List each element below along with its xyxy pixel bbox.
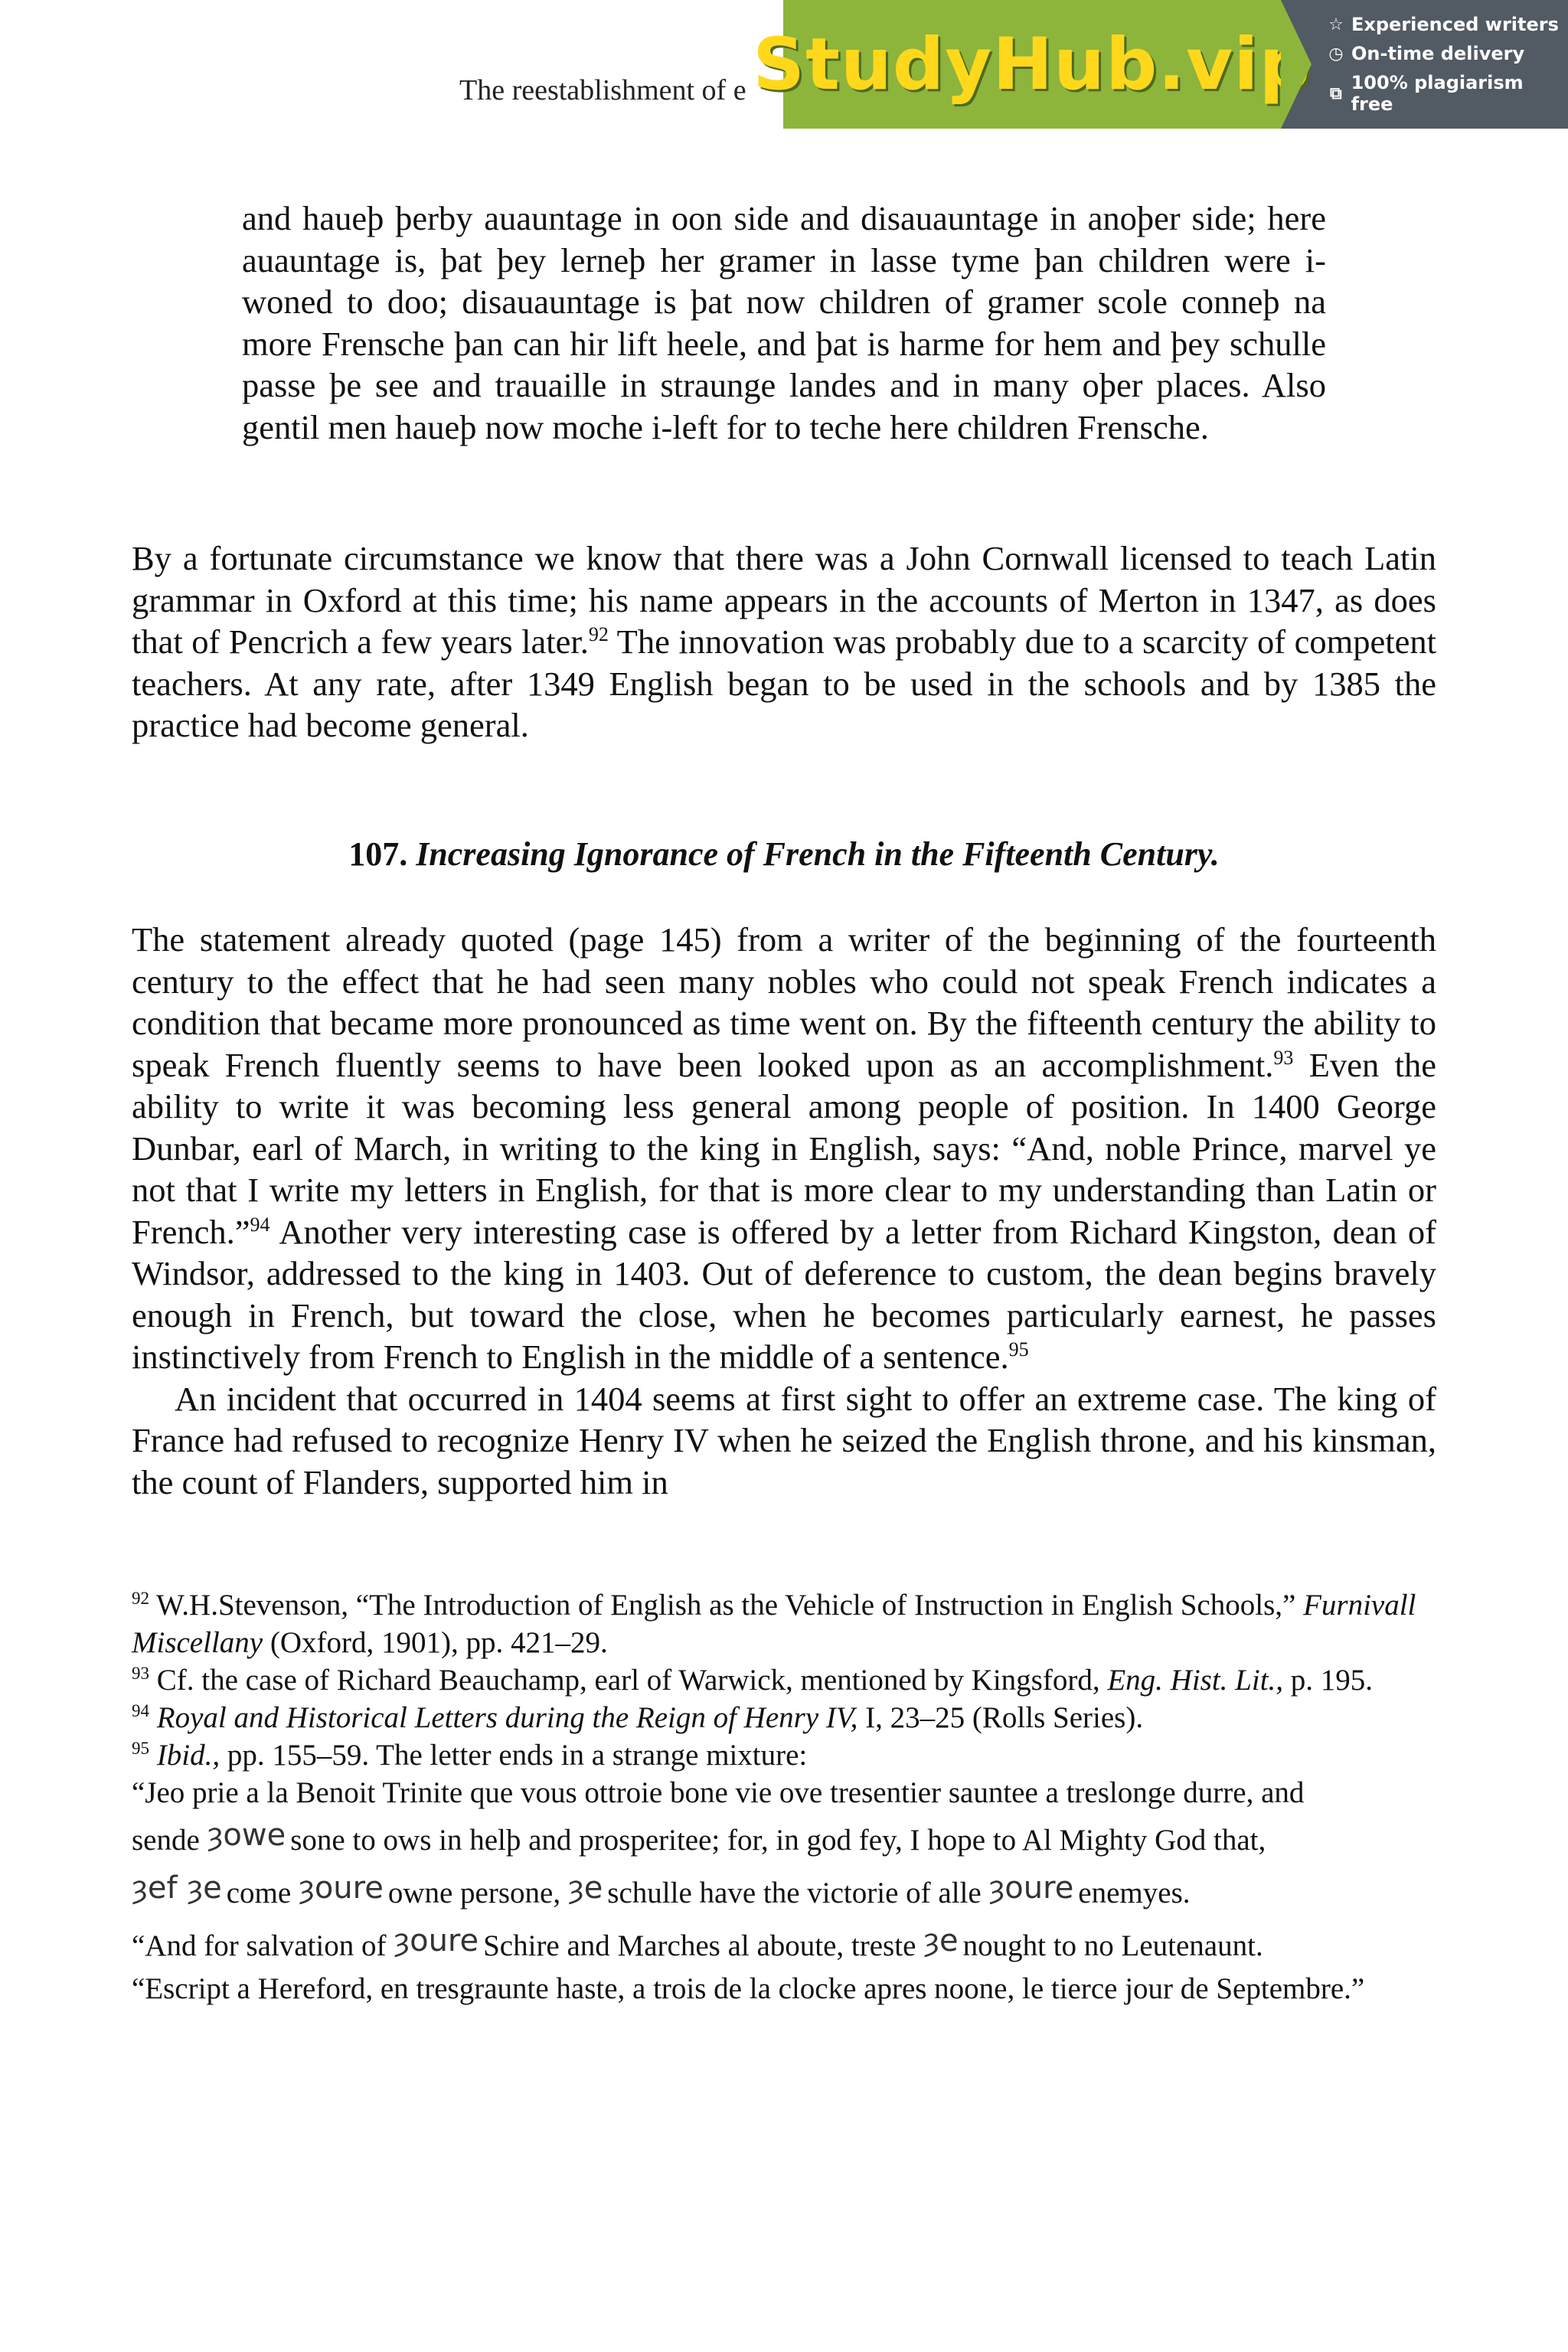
block-quote: and haueþ þerby auauntage in oon side and disauauntage in anoþer side; here auauntage is, þat þey lerneþ her gramer in lasse tyme þan children were i-woned to doo; disauauntage is þat now children of gramer scole conneþ na more Frensche þan can hir lift heele, and þat is harme for hem and þey schulle passe þe see and trauaille in straunge landes and in many oþer places. Also gentil men haueþ now moche i-left for to teche here children Frensche. [242, 199, 1326, 446]
letter-text: come [226, 1877, 299, 1909]
ad-feature-item [1327, 43, 1568, 64]
studyhub-logo-text: StudyHub.vip [753, 22, 1312, 106]
yogh-word-image: ȝe [923, 1923, 959, 1958]
footnote-italic: Ibid., [156, 1739, 220, 1772]
copy-check-icon: ⧉ [1329, 83, 1342, 103]
paragraph-cornwall [132, 537, 1436, 746]
footnote-number: 95 [132, 1739, 149, 1758]
letter-line-3 [132, 1864, 1436, 1917]
footnote-text: W.H.Stevenson, “The Introduction of English as the Vehicle of Instruction in English Schools,” [156, 1589, 1304, 1622]
footnote-93 [132, 1661, 1436, 1699]
footnotes [132, 1586, 1436, 2007]
ad-feature-text: 100% plagiarism free [1351, 72, 1524, 115]
paragraph-text: The innovation was probably due to a scarcity of competent teachers. At any rate, after 1349 English began to be used in the schools and by 1385 the practice had become general. [132, 622, 1436, 744]
letter-line-5: “Escript a Hereford, en tresgraunte haste, a trois de la clocke apres noone, le tierce jour de Septembre.” [132, 1972, 1365, 2005]
footnote-text: p. 195. [1283, 1664, 1374, 1697]
ad-feature-text: Experienced writers [1351, 14, 1559, 35]
letter-line-4 [132, 1917, 1436, 1970]
footnote-number: 92 [132, 1589, 149, 1608]
studyhub-logo[interactable] [753, 0, 1312, 129]
footnote-text: I, 23–25 (Rolls Series). [858, 1701, 1144, 1734]
letter-line-2 [132, 1811, 1436, 1864]
letter-text: enemyes. [1078, 1877, 1191, 1909]
letter-line-1: “Jeo prie a la Benoit Trinite que vous ottroie bone vie ove tresentier sauntee a treslonge durre, and [132, 1776, 1305, 1809]
yogh-word-image: ȝoure [394, 1923, 479, 1958]
footnote-italic: Furnivall Miscellany [132, 1589, 1416, 1659]
letter-text: nought to no Leutenaunt. [962, 1929, 1263, 1962]
footnote-ref-94[interactable]: 94 [250, 1213, 270, 1236]
yogh-word-image: ȝoure [298, 1870, 384, 1906]
section-number: 107. [348, 835, 408, 873]
footnote-94 [132, 1699, 1436, 1736]
footnote-ref-93[interactable]: 93 [1273, 1046, 1294, 1069]
footnote-number: 94 [132, 1701, 149, 1720]
yogh-word-image: ȝowe [207, 1818, 286, 1853]
footnote-number: 93 [132, 1664, 149, 1683]
section-title: Increasing Ignorance of French in the Fifteenth Century. [416, 835, 1220, 873]
footnote-ref-92[interactable]: 92 [588, 623, 609, 646]
yogh-word-image: ȝe [567, 1870, 603, 1906]
footnote-italic: Eng. Hist. Lit., [1107, 1664, 1284, 1697]
yogh-word-image: ȝef ȝe [132, 1870, 222, 1906]
footnote-italic: Royal and Historical Letters during the Reign of Henry IV, [156, 1701, 858, 1734]
footnote-92 [132, 1586, 1436, 1661]
footnote-text: Cf. the case of Richard Beauchamp, earl of Warwick, mentioned by Kingsford, [156, 1664, 1108, 1697]
letter-text: sone to ows in helþ and prosperitee; for, in god fey, I hope to Al Mighty God that, [290, 1824, 1266, 1857]
footnote-95 [132, 1736, 1436, 1774]
paragraph-text: Even the ability to write it was becoming less general among people of position. In 1400 George Dunbar, earl of March, in writing to the king in English, says: “And, noble Prince, marvel ye not that I write my letters in English, for that is more clear to my understanding than Latin or French.” [132, 1045, 1436, 1251]
yogh-word-image: ȝoure [988, 1870, 1074, 1906]
paragraph-statement [132, 919, 1436, 1378]
footnote-ref-95[interactable]: 95 [1008, 1338, 1029, 1361]
studyhub-ad-banner[interactable] [753, 0, 1568, 129]
running-header: The reestablishment of e [459, 74, 746, 106]
ad-feature-list [1327, 0, 1568, 129]
section-body [132, 919, 1436, 1503]
letter-text: owne persone, [387, 1877, 568, 1909]
letter-text: Schire and Marches al aboute, treste [483, 1929, 924, 1962]
letter-text: sende [132, 1824, 207, 1857]
paragraph-text: By a fortunate circumstance we know that there was a John Cornwall licensed to teach Latin grammar in Oxford at this time; his name appears in the accounts of Merton in 1347, as does that of Pencrich a few years later. [132, 539, 1436, 661]
paragraph-text: The statement already quoted (page 145) from a writer of the beginning of the fourteenth century to the effect that he had seen many nobles who could not speak French indicates a condition that became more pronounced as time went on. By the fifteenth century the ability to speak French fluently seems to have been looked upon as an accomplishment. [132, 920, 1436, 1084]
letter-text: schulle have the victorie of alle [607, 1877, 989, 1909]
paragraph-text: Another very interesting case is offered by a letter from Richard Kingston, dean of Windsor, addressed to the king in 1403. Out of deference to custom, the dean begins bravely enough in French, but toward the close, when he becomes particularly earnest, he passes instinctively from French to English in the middle of a sentence. [132, 1212, 1436, 1376]
star-icon: ☆ [1328, 15, 1344, 34]
ad-feature-item [1327, 72, 1568, 115]
ad-feature-item [1327, 14, 1568, 35]
paragraph-incident: An incident that occurred in 1404 seems at first sight to offer an extreme case. The king of France had refused to recognize Henry IV when he seized the English throne, and his kinsman, the count of Flanders, supported him in [132, 1379, 1436, 1501]
ad-feature-text: On-time delivery [1351, 43, 1525, 64]
footnote-text: (Oxford, 1901), pp. 421–29. [263, 1626, 608, 1659]
letter-text: “And for salvation of [132, 1929, 394, 1962]
footnote-text: pp. 155–59. The letter ends in a strange mixture: [220, 1739, 808, 1772]
section-heading [0, 835, 1568, 874]
clock-icon: ◷ [1328, 44, 1344, 64]
